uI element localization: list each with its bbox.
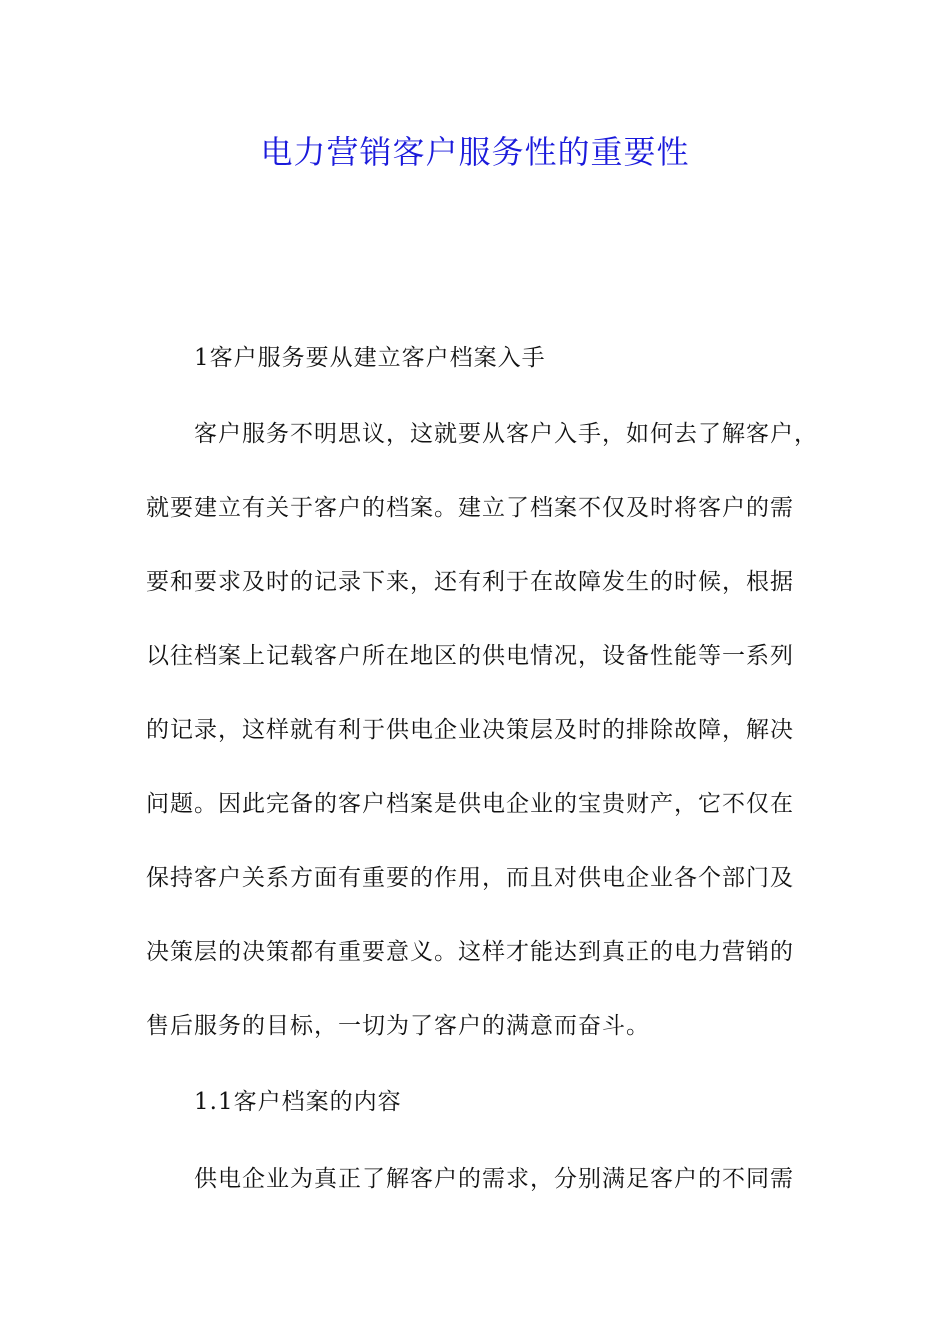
paragraph-line: 保持客户关系方面有重要的作用，而且对供电企业各个部门及 [146,865,794,891]
paragraph-line: 的记录，这样就有利于供电企业决策层及时的排除故障，解决 [146,717,794,743]
paragraph-line: 供电企业为真正了解客户的需求，分别满足客户的不同需 [194,1166,794,1192]
paragraph-line: 问题。因此完备的客户档案是供电企业的宝贵财产，它不仅在 [146,791,794,817]
subsection-heading: 1.1客户档案的内容 [194,1089,402,1115]
paragraph-line: 客户服务不明思议，这就要从客户入手，如何去了解客户， [194,421,818,447]
paragraph-line: 以往档案上记载客户所在地区的供电情况，设备性能等一系列 [146,643,794,669]
paragraph-line: 要和要求及时的记录下来，还有利于在故障发生的时候，根据 [146,569,794,595]
document-title: 电力营销客户服务性的重要性 [260,133,690,171]
paragraph-line: 就要建立有关于客户的档案。建立了档案不仅及时将客户的需 [146,495,794,521]
paragraph-line: 决策层的决策都有重要意义。这样才能达到真正的电力营销的 [146,939,794,965]
section-heading: 1客户服务要从建立客户档案入手 [194,345,546,371]
paragraph-line: 售后服务的目标，一切为了客户的满意而奋斗。 [146,1013,650,1039]
